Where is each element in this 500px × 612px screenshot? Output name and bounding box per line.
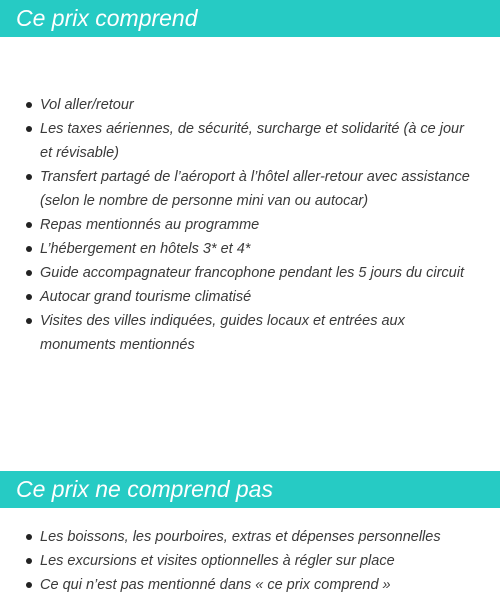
bullet-icon bbox=[26, 558, 32, 564]
list-item-text: Repas mentionnés au programme bbox=[40, 217, 260, 233]
list-item bbox=[0, 285, 500, 309]
list-item bbox=[0, 573, 500, 597]
list-item bbox=[0, 525, 500, 549]
list-item-text: Visites des villes indiquées, guides locaux et entrées aux monuments mentionnés bbox=[40, 313, 405, 353]
bullet-icon bbox=[26, 318, 32, 324]
bullet-icon bbox=[26, 294, 32, 300]
excluded-section-title: Ce prix ne comprend pas bbox=[16, 476, 273, 502]
list-item bbox=[0, 117, 500, 165]
list-item-text: Guide accompagnateur francophone pendant les 5 jours du circuit bbox=[40, 265, 464, 281]
included-section-header bbox=[0, 0, 500, 37]
list-item bbox=[0, 165, 500, 213]
bullet-icon bbox=[26, 270, 32, 276]
list-item-text: L’hébergement en hôtels 3* et 4* bbox=[40, 241, 251, 257]
list-item bbox=[0, 261, 500, 285]
list-item bbox=[0, 309, 500, 357]
list-item-text: Ce qui n’est pas mentionné dans « ce prix comprend » bbox=[40, 577, 391, 593]
bullet-icon bbox=[26, 246, 32, 252]
list-item bbox=[0, 237, 500, 261]
list-item-text: Les taxes aériennes, de sécurité, surcharge et solidarité (à ce jour et révisable) bbox=[40, 121, 464, 161]
list-item bbox=[0, 93, 500, 117]
bullet-icon bbox=[26, 174, 32, 180]
excluded-section-header bbox=[0, 471, 500, 508]
list-item bbox=[0, 213, 500, 237]
bullet-icon bbox=[26, 126, 32, 132]
excluded-items-list bbox=[0, 525, 500, 597]
bullet-icon bbox=[26, 102, 32, 108]
list-item-text: Autocar grand tourisme climatisé bbox=[40, 289, 252, 305]
list-item bbox=[0, 549, 500, 573]
bullet-icon bbox=[26, 534, 32, 540]
list-item-text: Vol aller/retour bbox=[40, 97, 134, 113]
list-item-text: Les excursions et visites optionnelles à régler sur place bbox=[40, 553, 395, 569]
bullet-icon bbox=[26, 222, 32, 228]
bullet-icon bbox=[26, 582, 32, 588]
list-item-text: Transfert partagé de l’aéroport à l’hôtel aller-retour avec assistance (selon le nombre de personne mini van ou autocar) bbox=[40, 169, 470, 209]
included-items-list bbox=[0, 93, 500, 357]
list-item-text: Les boissons, les pourboires, extras et dépenses personnelles bbox=[40, 529, 441, 545]
included-section-title: Ce prix comprend bbox=[16, 5, 198, 31]
